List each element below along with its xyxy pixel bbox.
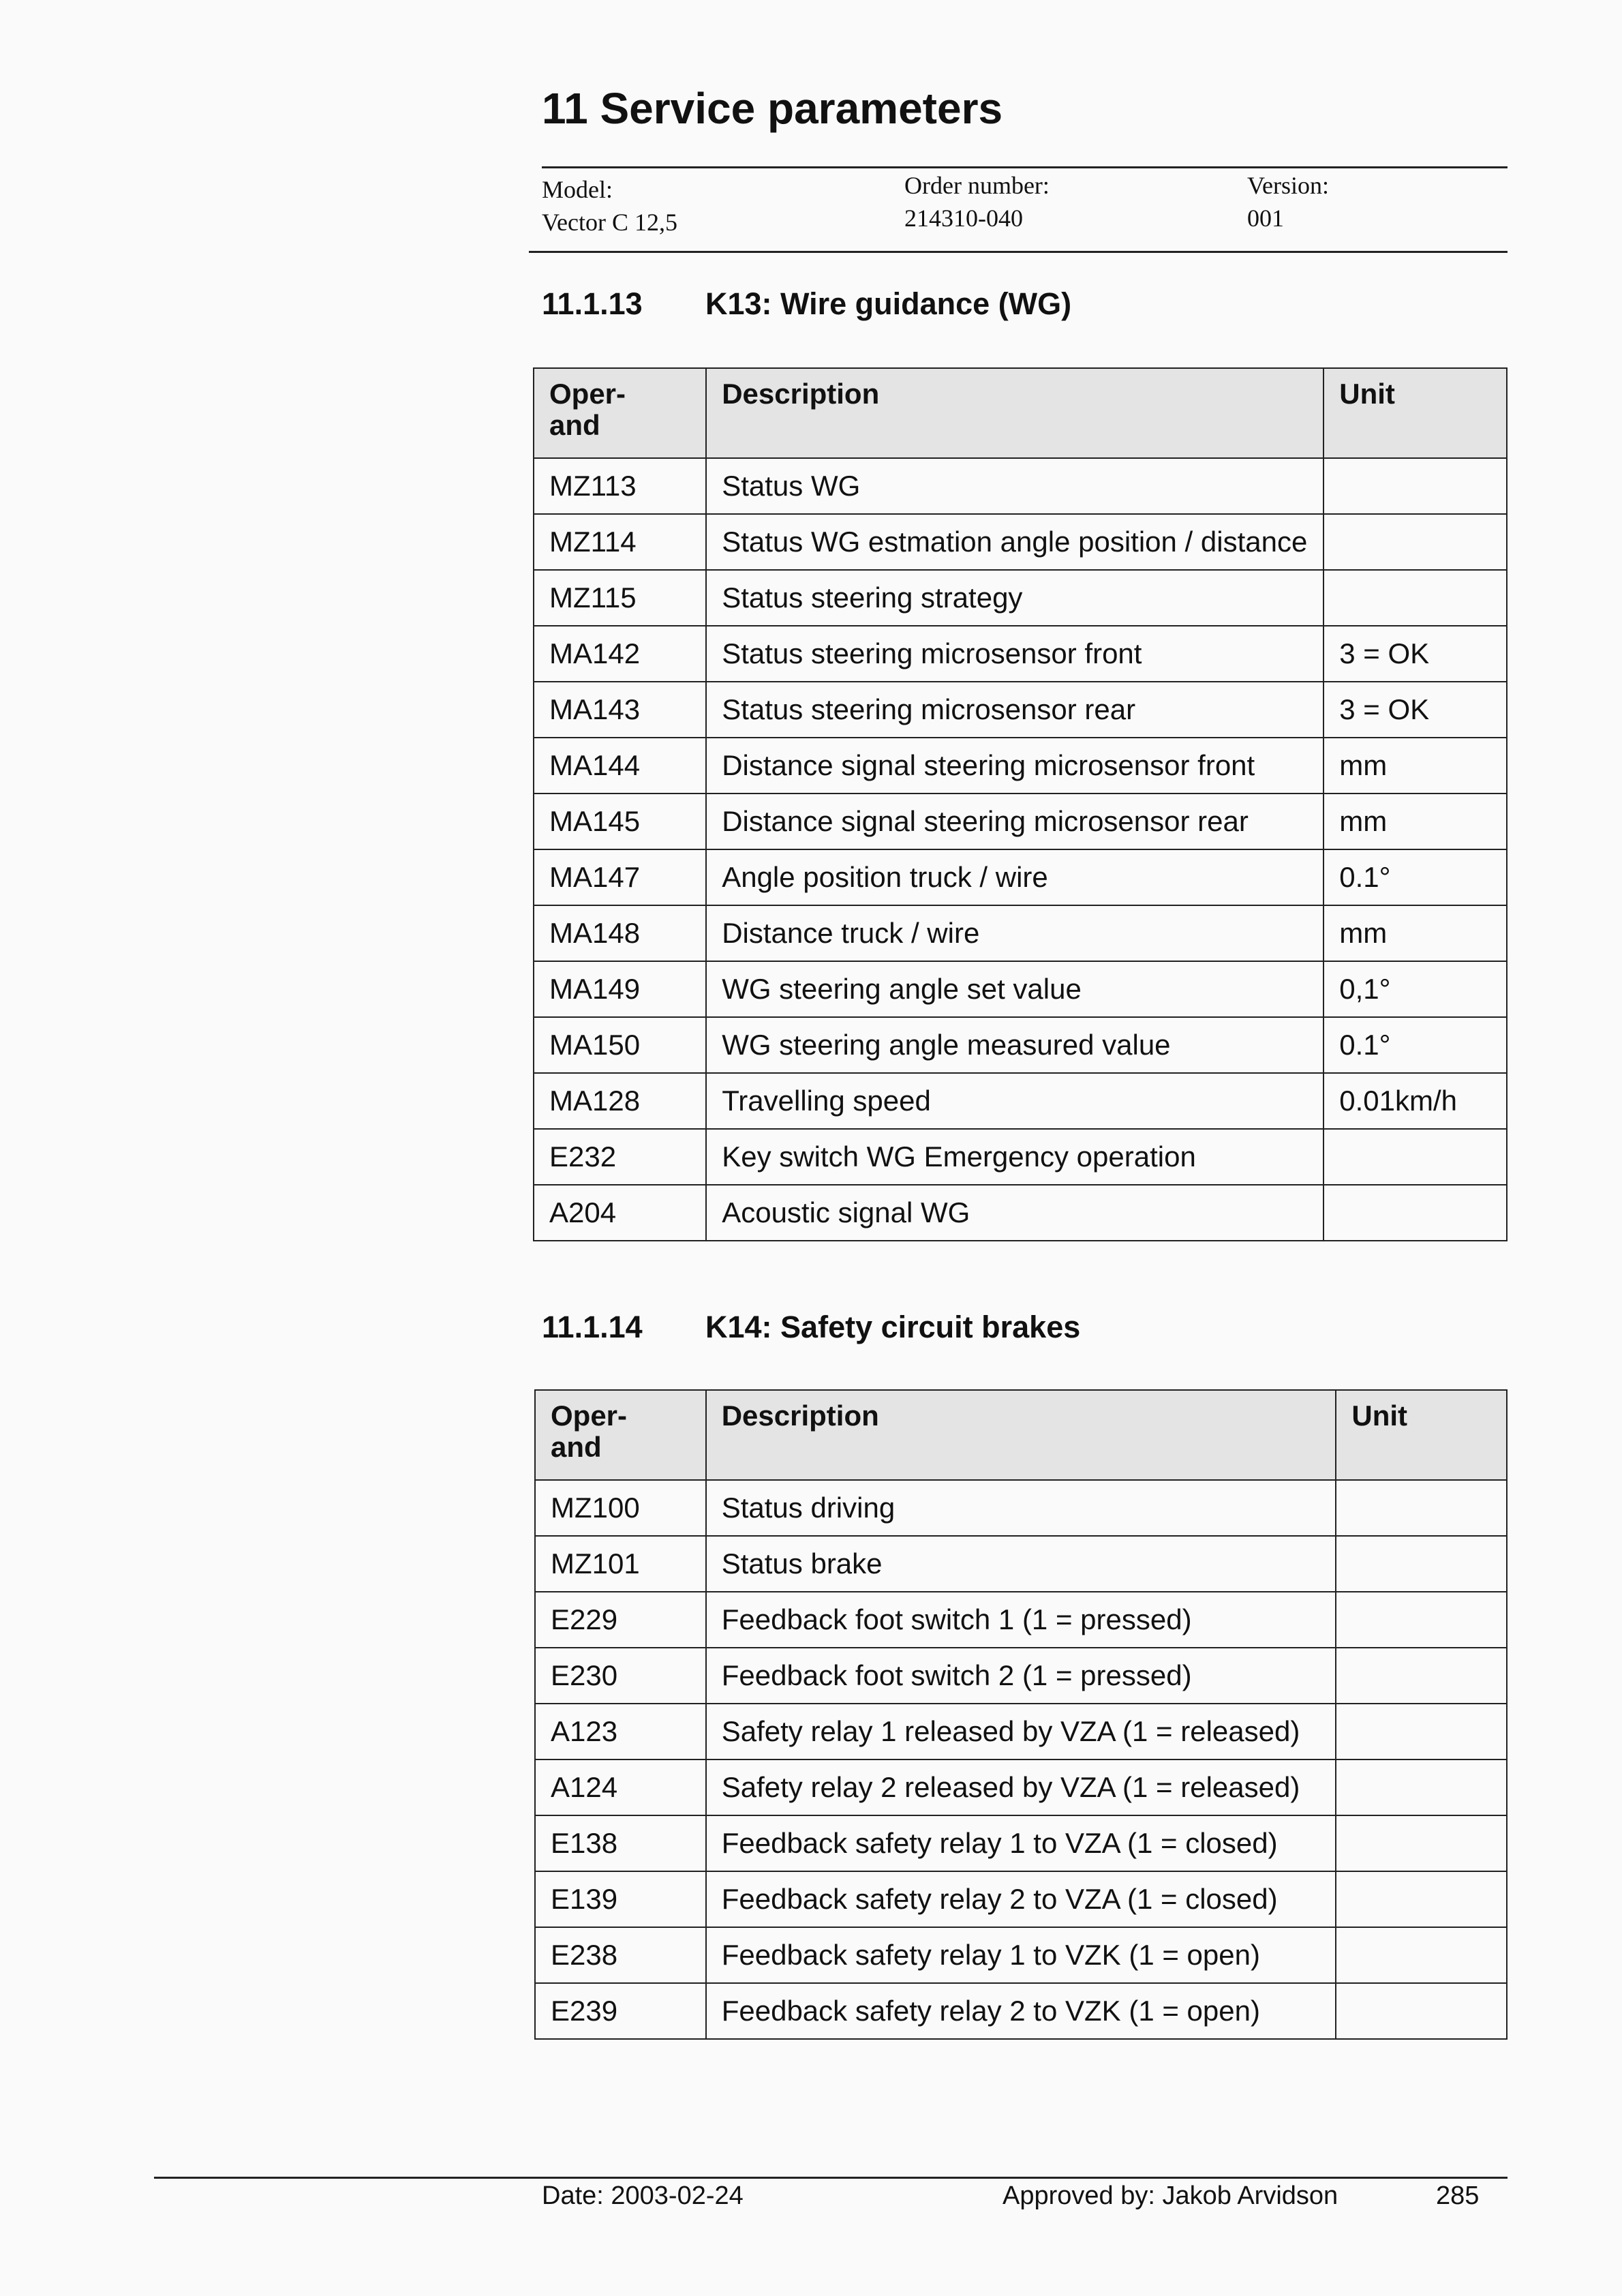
section-title: K13: Wire guidance (WG) [705, 286, 1072, 321]
description-cell: Status WG [706, 458, 1323, 514]
operand-cell: MA145 [534, 794, 706, 849]
column-header: Oper- and [534, 368, 706, 458]
order-value: 214310-040 [904, 205, 1023, 232]
unit-cell [1336, 1871, 1507, 1927]
table-row [534, 738, 1507, 794]
column-header: Description [706, 368, 1323, 458]
table-row [534, 682, 1507, 738]
unit-cell: 0.1° [1323, 1017, 1507, 1073]
page-number: 285 [1436, 2181, 1480, 2210]
model-block [542, 173, 677, 239]
unit-cell [1323, 514, 1507, 570]
table-row [535, 1815, 1507, 1871]
table-row [534, 849, 1507, 905]
description-cell: Status steering microsensor rear [706, 682, 1323, 738]
operand-cell: MA149 [534, 961, 706, 1017]
section-number: 11.1.13 [542, 286, 643, 321]
description-cell: Feedback safety relay 1 to VZK (1 = open) [706, 1927, 1336, 1983]
footer-approved: Approved by: Jakob Arvidson [1003, 2181, 1338, 2210]
operand-cell: E229 [535, 1592, 706, 1648]
table-row [535, 1983, 1507, 2039]
description-cell: Distance truck / wire [706, 905, 1323, 961]
unit-cell: 3 = OK [1323, 682, 1507, 738]
operand-cell: A124 [535, 1759, 706, 1815]
unit-cell [1336, 1480, 1507, 1536]
unit-cell: mm [1323, 738, 1507, 794]
parameter-table-k14 [534, 1389, 1508, 2040]
operand-cell: MZ114 [534, 514, 706, 570]
unit-cell: 3 = OK [1323, 626, 1507, 682]
table-row [534, 1129, 1507, 1185]
parameter-table-k13 [533, 367, 1508, 1241]
operand-cell: E239 [535, 1983, 706, 2039]
operand-cell: E139 [535, 1871, 706, 1927]
version-block [1247, 169, 1329, 235]
unit-cell: 0.01km/h [1323, 1073, 1507, 1129]
unit-cell [1336, 1536, 1507, 1592]
operand-cell: MZ101 [535, 1536, 706, 1592]
table-row [535, 1648, 1507, 1704]
unit-cell [1336, 1927, 1507, 1983]
description-cell: Status steering microsensor front [706, 626, 1323, 682]
unit-cell: mm [1323, 905, 1507, 961]
description-cell: Safety relay 1 released by VZA (1 = released) [706, 1704, 1336, 1759]
table-row [535, 1871, 1507, 1927]
unit-cell: 0.1° [1323, 849, 1507, 905]
table-row [534, 1073, 1507, 1129]
description-cell: Angle position truck / wire [706, 849, 1323, 905]
section-number: 11.1.14 [542, 1310, 643, 1344]
table-row [534, 1017, 1507, 1073]
operand-cell: MA144 [534, 738, 706, 794]
operand-cell: A204 [534, 1185, 706, 1241]
description-cell: Acoustic signal WG [706, 1185, 1323, 1241]
operand-cell: MA147 [534, 849, 706, 905]
operand-cell: MA143 [534, 682, 706, 738]
table-row [534, 794, 1507, 849]
operand-cell: MZ115 [534, 570, 706, 626]
unit-cell [1336, 1983, 1507, 2039]
table-row [535, 1927, 1507, 1983]
description-cell: Feedback foot switch 1 (1 = pressed) [706, 1592, 1336, 1648]
column-header: Unit [1336, 1390, 1507, 1480]
unit-cell [1336, 1704, 1507, 1759]
description-cell: Feedback safety relay 2 to VZK (1 = open) [706, 1983, 1336, 2039]
unit-cell [1336, 1815, 1507, 1871]
unit-cell [1323, 458, 1507, 514]
table-row [534, 514, 1507, 570]
table-row [535, 1480, 1507, 1536]
column-header: Description [706, 1390, 1336, 1480]
description-cell: Distance signal steering microsensor front [706, 738, 1323, 794]
header-row [534, 368, 1507, 458]
unit-cell [1336, 1592, 1507, 1648]
operand-cell: MZ113 [534, 458, 706, 514]
unit-cell: 0,1° [1323, 961, 1507, 1017]
table-row [534, 961, 1507, 1017]
description-cell: Feedback safety relay 1 to VZA (1 = closed) [706, 1815, 1336, 1871]
column-header: Unit [1323, 368, 1507, 458]
operand-cell: E232 [534, 1129, 706, 1185]
version-value: 001 [1247, 205, 1284, 232]
footer-divider [154, 2177, 1508, 2179]
order-block [904, 169, 1050, 235]
header-row [535, 1390, 1507, 1480]
unit-cell [1323, 570, 1507, 626]
section-title: K14: Safety circuit brakes [705, 1310, 1081, 1344]
table-row [534, 1185, 1507, 1241]
operand-cell: MA142 [534, 626, 706, 682]
unit-cell [1336, 1759, 1507, 1815]
unit-cell [1336, 1648, 1507, 1704]
unit-cell: mm [1323, 794, 1507, 849]
operand-cell: A123 [535, 1704, 706, 1759]
description-cell: Status driving [706, 1480, 1336, 1536]
divider [529, 251, 1508, 253]
table-row [534, 570, 1507, 626]
unit-cell [1323, 1185, 1507, 1241]
description-cell: Travelling speed [706, 1073, 1323, 1129]
table-row [534, 626, 1507, 682]
description-cell: WG steering angle set value [706, 961, 1323, 1017]
operand-cell: MA150 [534, 1017, 706, 1073]
version-label: Version: [1247, 172, 1329, 199]
description-cell: Status steering strategy [706, 570, 1323, 626]
table-row [535, 1536, 1507, 1592]
description-cell: Feedback safety relay 2 to VZA (1 = closed) [706, 1871, 1336, 1927]
description-cell: Safety relay 2 released by VZA (1 = released) [706, 1759, 1336, 1815]
table-row [534, 458, 1507, 514]
description-cell: Feedback foot switch 2 (1 = pressed) [706, 1648, 1336, 1704]
model-label: Model: [542, 176, 613, 203]
table-row [535, 1592, 1507, 1648]
page-title: 11 Service parameters [542, 84, 1003, 133]
table-row [535, 1759, 1507, 1815]
description-cell: Key switch WG Emergency operation [706, 1129, 1323, 1185]
description-cell: Distance signal steering microsensor rear [706, 794, 1323, 849]
description-cell: Status brake [706, 1536, 1336, 1592]
model-value: Vector C 12,5 [542, 209, 677, 236]
description-cell: WG steering angle measured value [706, 1017, 1323, 1073]
operand-cell: MA148 [534, 905, 706, 961]
unit-cell [1323, 1129, 1507, 1185]
operand-cell: E138 [535, 1815, 706, 1871]
table-row [534, 905, 1507, 961]
operand-cell: MA128 [534, 1073, 706, 1129]
table-row [535, 1704, 1507, 1759]
operand-cell: E230 [535, 1648, 706, 1704]
operand-cell: E238 [535, 1927, 706, 1983]
description-cell: Status WG estmation angle position / distance [706, 514, 1323, 570]
order-label: Order number: [904, 172, 1050, 199]
divider [542, 166, 1508, 168]
column-header: Oper- and [535, 1390, 706, 1480]
operand-cell: MZ100 [535, 1480, 706, 1536]
footer-date: Date: 2003-02-24 [542, 2181, 744, 2210]
